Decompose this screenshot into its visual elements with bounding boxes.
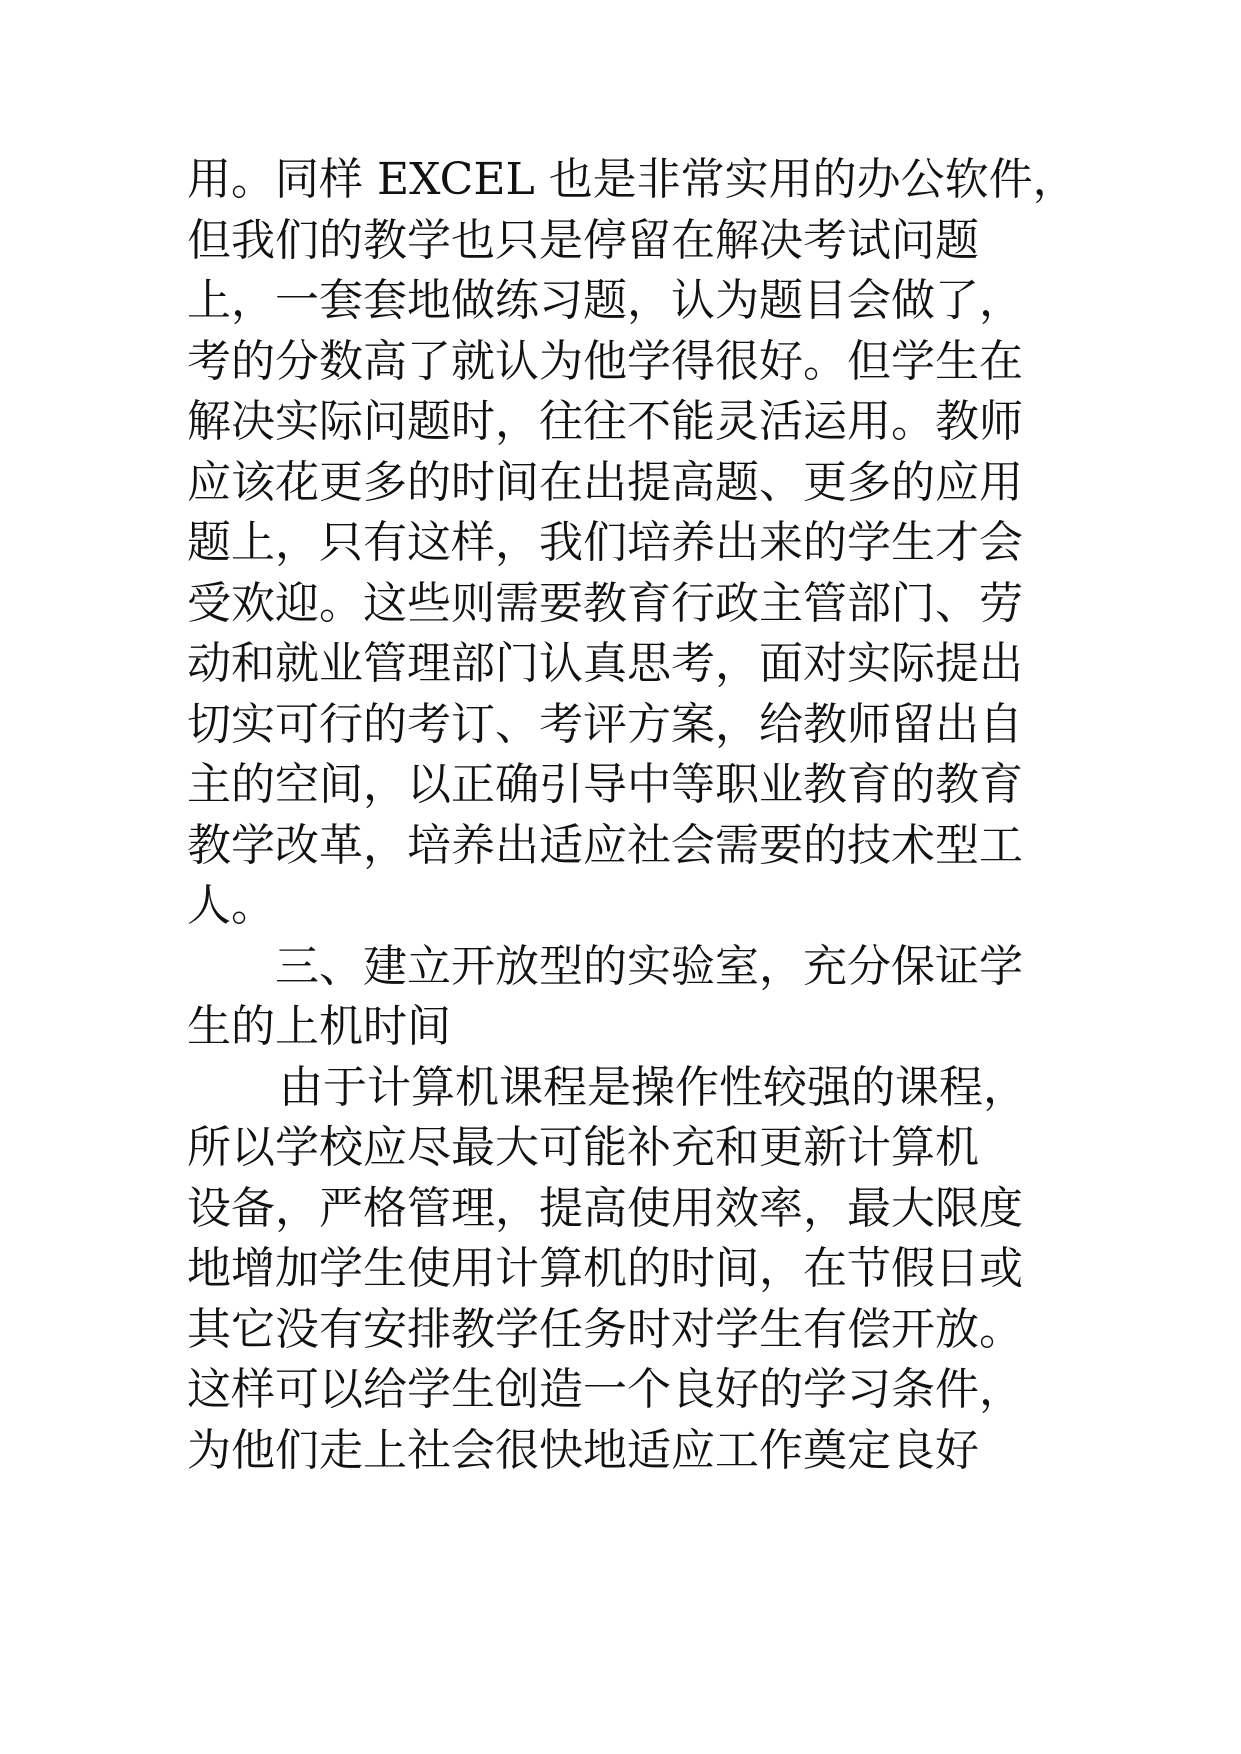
paragraph-line: 这样可以给学生创造一个良好的学习条件，	[187, 1364, 1023, 1415]
paragraph-line: 用。同样 EXCEL 也是非常实用的办公软件，	[187, 154, 1077, 205]
paragraph-line: 上，一套套地做练习题，认为题目会做了，	[187, 275, 1023, 326]
paragraph-line: 主的空间，以正确引导中等职业教育的教育	[187, 759, 1023, 810]
paragraph-line: 切实可行的考订、考评方案，给教师留出自	[187, 698, 1023, 750]
paragraph-line: 但我们的教学也只是停留在解决考试问题	[187, 214, 979, 266]
paragraph-line: 考的分数高了就认为他学得很好。但学生在	[187, 335, 1023, 387]
paragraph-line: 由于计算机课程是操作性较强的课程，	[279, 1061, 1027, 1113]
paragraph-line: 设备，严格管理，提高使用效率，最大限度	[187, 1182, 1023, 1234]
paragraph-line: 其它没有安排教学任务时对学生有偿开放。	[187, 1303, 1023, 1355]
paragraph-line: 应该花更多的时间在出提高题、更多的应用	[187, 456, 1023, 508]
paragraph-line: 所以学校应尽最大可能补充和更新计算机	[187, 1122, 979, 1173]
paragraph-line: 人。	[187, 880, 275, 931]
body-text	[187, 150, 1087, 1481]
section-heading-line: 生的上机时间	[187, 1001, 451, 1052]
section-heading-line: 三、建立开放型的实验室，充分保证学	[275, 940, 1023, 992]
paragraph-line: 地增加学生使用计算机的时间，在节假日或	[187, 1243, 1023, 1294]
paragraph-line: 题上，只有这样，我们培养出来的学生才会	[187, 517, 1023, 568]
paragraph-line: 教学改革，培养出适应社会需要的技术型工	[187, 819, 1023, 871]
paragraph-line: 受欢迎。这些则需要教育行政主管部门、劳	[187, 577, 1023, 629]
paragraph-line: 解决实际问题时，往往不能灵活运用。教师	[187, 396, 1023, 447]
paragraph-line: 为他们走上社会很快地适应工作奠定良好	[187, 1424, 979, 1476]
paragraph-line: 动和就业管理部门认真思考，面对实际提出	[187, 638, 1023, 689]
